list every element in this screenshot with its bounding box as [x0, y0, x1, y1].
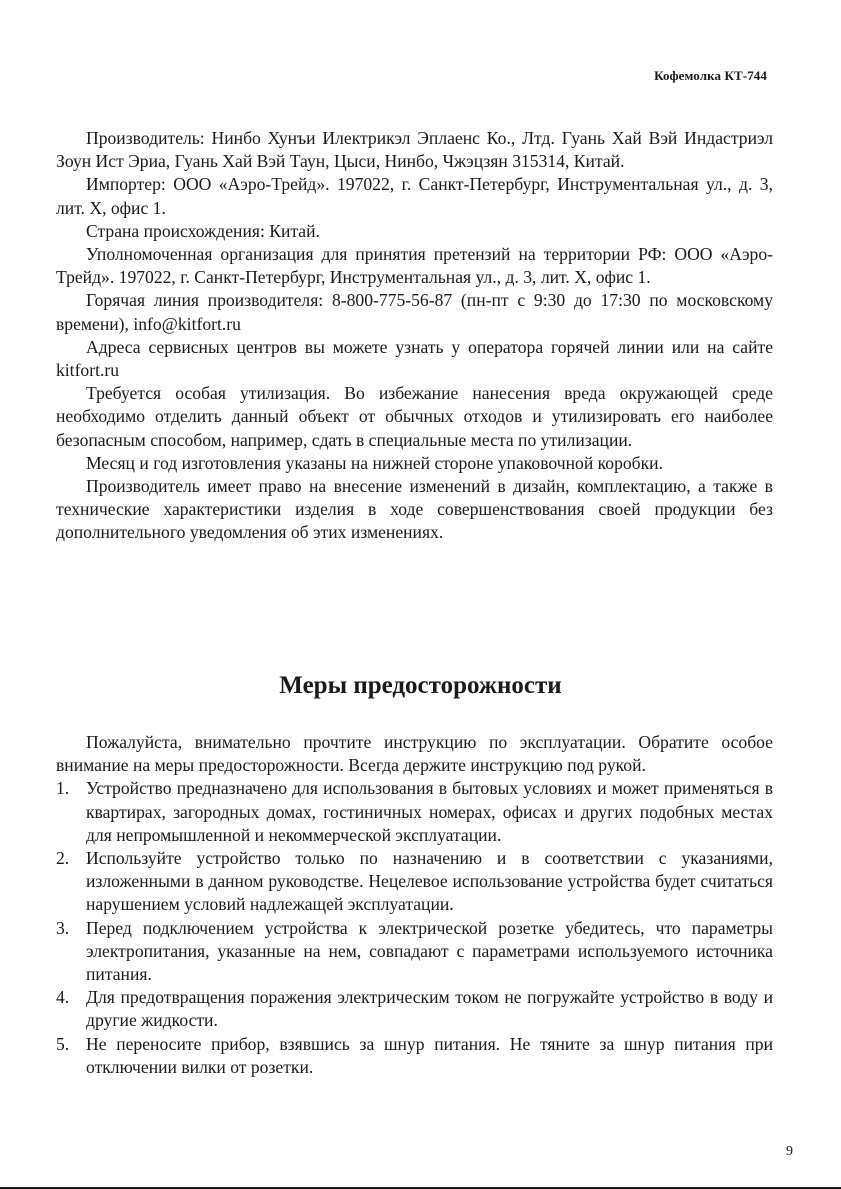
list-item [56, 777, 773, 847]
page-number: 9 [786, 1144, 793, 1159]
list-item-text: Перед подключением устройства к электрической розетке убедитесь, что параметры электропитания, указанные на нем, совпадают с параметрами используемого источника питания. [86, 917, 773, 985]
paragraph-manufacture-date: Месяц и год изготовления указаны на нижней стороне упаковочной коробки. [86, 452, 663, 473]
section-title: Меры предосторожности [279, 672, 562, 699]
list-item-number: 3. [56, 917, 70, 938]
list-item-number: 2. [56, 848, 70, 869]
list-item [56, 917, 773, 987]
list-item-number: 1. [56, 778, 70, 799]
paragraph-changes-notice: Производитель имеет право на внесение изменений в дизайн, комплектацию, а также в технические характеристики изделия в ходе совершенствования своей продукции без дополнительного уведомления об этих изменениях. [56, 476, 773, 543]
precautions-list [56, 777, 773, 1079]
list-item-text: Используйте устройство только по назначению и в соответствии с указаниями, изложенными в данном руководстве. Нецелевое использование устройства будет считаться нарушением условий надлежащей эксплуатации. [86, 848, 773, 915]
list-item-number: 5. [56, 1033, 70, 1054]
manufacturer-info [56, 127, 773, 545]
list-item-text: Не переносите прибор, взявшись за шнур питания. Не тяните за шнур питания при отключении вилки от розетки. [86, 1033, 773, 1077]
paragraph-country: Страна происхождения: Китай. [86, 220, 320, 241]
precautions-intro: Пожалуйста, внимательно прочтите инструкцию по эксплуатации. Обратите особое внимание на меры предосторожности. Всегда держите инструкцию под рукой. [56, 732, 773, 776]
list-item [56, 1033, 773, 1079]
precautions-section [56, 731, 773, 1079]
list-item-text: Для предотвращения поражения электрическим током не погружайте устройство в воду и другие жидкости. [86, 987, 773, 1031]
paragraph-manufacturer: Производитель: Нинбо Хунъи Илектрикэл Эплаенс Ко., Лтд. Гуань Хай Вэй Индастриэл Зоун Ист Эриа, Гуань Хай Вэй Таун, Цыси, Нинбо, Чжэцзян 315314, Китай. [56, 128, 773, 172]
paragraph-service-centers: Адреса сервисных центров вы можете узнать у оператора горячей линии или на сайте kitfort.ru [56, 336, 773, 381]
list-item [56, 847, 773, 917]
running-header: Кофемолка КТ-744 [654, 68, 767, 83]
paragraph-claims-organization: Уполномоченная организация для принятия претензий на территории РФ: ООО «Аэро-Трейд». 197022, г. Санкт-Петербург, Инструментальная ул., д. 3, лит. Х, офис 1. [56, 244, 773, 288]
list-item-number: 4. [56, 987, 70, 1008]
list-item [56, 986, 773, 1032]
paragraph-importer: Импортер: ООО «Аэро-Трейд». 197022, г. Санкт-Петербург, Инструментальная ул., д. 3, лит. Х, офис 1. [56, 174, 773, 218]
paragraph-disposal: Требуется особая утилизация. Во избежание нанесения вреда окружающей среде необходимо отделить данный объект от обычных отходов и утилизировать его наиболее безопасным способом, например, сдать в специальные места по утилизации. [56, 383, 773, 450]
paragraph-hotline: Горячая линия производителя: 8-800-775-56-87 (пн-пт с 9:30 до 17:30 по московскому времени), info@kitfort.ru [56, 290, 773, 334]
list-item-text: Устройство предназначено для использования в бытовых условиях и может применяться в квартирах, загородных домах, гостиничных номерах, офисах и других подобных местах для непромышленной и некоммерческой эксплуатации. [86, 778, 773, 845]
